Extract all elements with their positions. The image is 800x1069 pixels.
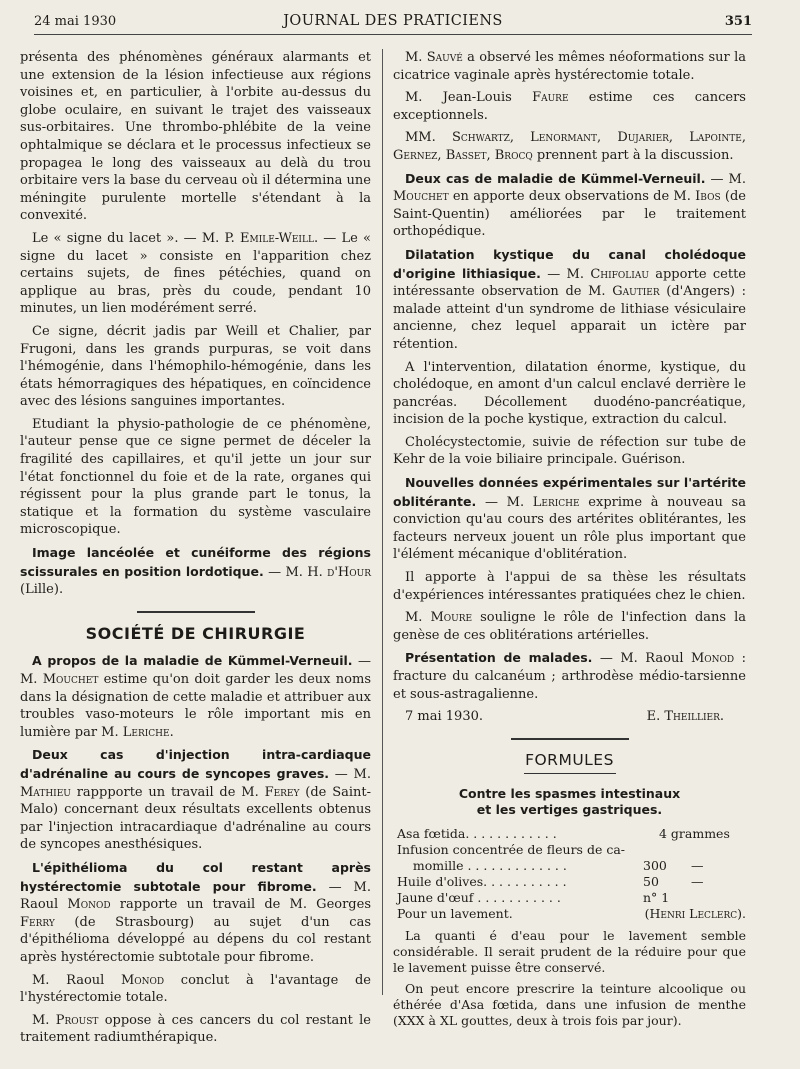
article-title: Deux cas d'injection intra-cardiaque d'adrénaline au cours de syncopes graves. [20,747,371,781]
prescription-row: momille . . . . . . . . . . . . . 300 — [397,857,704,873]
paragraph: L'épithélioma du col restant après hystérectomie subtotale pour fibrome. — M. Raoul Monod rapporte un travail de M. Georges Ferry (de Strasbourg) au sujet d'un cas d'épithélioma développé au dépens du col restant après hystérectomie subtotale pour fibrome. [20,859,371,965]
journal-title: JOURNAL DES PRATICIENS [283,13,503,29]
left-column [20,49,371,1052]
prescription-row: Pour un lavement. (Henri Leclerc). [397,905,746,921]
article-title: Dilatation kystique du canal cholédoque d'origine lithiasique. [393,246,746,281]
page-number: 351 [724,14,752,29]
paragraph: Image lancéolée et cunéiforme des régions scissurales en position lordotique. — M. H. d'Hour (Lille). [20,545,372,598]
formula-note: La quanti é d'eau pour le lavement semble considérable. Il serait prudent de la réduire pour que le lavement puisse être conservé. [393,927,746,975]
paragraph: Deux cas d'injection intra-cardiaque d'adrénaline au cours de syncopes graves. — M. Mathieu rappporte un travail de M. Ferey (de Saint-Malo) concernant deux résultats excellents obtenus par l'injection intracardiaque d'adrénaline au cours de syncopes anesthésiques. [20,747,372,853]
formula-title: Contre les spasmes intestinaux et les vertiges gastriques. [458,785,681,817]
prescription [393,826,746,922]
paragraph: MM. Schwartz, Lenormant, Dujarier, Lapointe, Gernez, Basset, Brocq prennent part à la discussion. [393,130,746,163]
section-title: SOCIÉTÉ DE CHIRURGIE [85,623,306,643]
paragraph: A l'intervention, dilatation énorme, kystique, du cholédoque, en amont d'un calcul enclavé derrière le pancréas. Décollement duodéno-pancréatique, incision de la poche kystique, extraction du calcul. [393,359,746,428]
section-rule [511,738,629,740]
title-underline [524,773,616,774]
paragraph: M. Jean-Louis Faure estime ces cancers exceptionnels. [393,90,746,123]
paragraph: Présentation de malades. — M. Raoul Monod : fracture du calcanéum ; arthrodèse médio-tarsienne et sous-astragalienne. [393,650,746,702]
prescription-row: Huile d'olives. . . . . . . . . . . 50 — [397,873,704,889]
column-divider [382,49,383,995]
paragraph: Etudiant la physio-pathologie de ce phénomène, l'auteur pense que ce signe permet de déceler la fragilité des capillaires, et qu'il jette un jour sur l'état fonctionnel du foie et de la rate, organes qui régissent pour la plus grande part le tonus, la statique et la formation du système vasculaire microscopique. [20,416,371,538]
paragraph: Il apporte à l'appui de sa thèse les résultats d'expériences intéressantes pratiquées chez le chien. [393,570,746,603]
paragraph: Le « signe du lacet ». — M. P. Emile-Weill. — Le « signe du lacet » consiste en l'apparition chez certains sujets, de fines pétéchies, quand on applique au bras, près du coude, pendant 10 minutes, un lien modérément serré. [20,230,371,317]
report-author: E. Theillier. [646,709,724,725]
paragraph: Nouvelles données expérimentales sur l'artérite oblitérante. — M. Leriche exprime à nouveau sa conviction qu'au cours des artérites oblitérantes, les facteurs nerveux jouent un rôle plus important que l'élément mécanique d'oblitération. [393,475,746,563]
paragraph: Deux cas de maladie de Kümmel-Verneuil. — M. Mouchet en apporte deux observations de M. Ibos (de Saint-Quentin) améliorées par le traitement orthopédique. [393,170,746,240]
paragraph: M. Raoul Monod conclut à l'avantage de l'hystérectomie totale. [20,972,371,1006]
article-title: Nouvelles données expérimentales sur l'artérite oblitérante. [393,475,746,509]
article-title: Présentation de malades. [405,650,593,666]
paragraph: M. Sauvé a observé les mêmes néoformations sur la cicatrice vaginale après hystérectomie totale. [393,50,746,83]
paragraph: M. Moure souligne le rôle de l'infection dans la genèse de ces oblitérations artérielles. [393,610,746,643]
report-date: 7 mai 1930. [405,709,483,725]
prescription-row: Asa fœtida. . . . . . . . . . . . 4 grammes [397,825,730,841]
formula-note: On peut encore prescrire la teinture alcoolique ou éthérée d'Asa fœtida, dans une infusion de menthe (XXX à XL gouttes, deux à trois fois par jour). [393,980,746,1028]
paragraph: présenta des phénomènes généraux alarmants et une extension de la lésion infectieuse aux régions voisines et, en particulier, à l'orbite au-dessus du globe oculaire, en suivant le trajet des vaisseaux sus-orbitaires. Une thrombo-phlébite de la veine ophtalmique se déclara et le processus infectieux se propagea le long des vaisseaux au delà du trou orbitaire vers la base du cerveau où il détermina une méningite purulente mortelle s'étendant à la convexité. [20,50,371,224]
prescription-row: Infusion concentrée de fleurs de ca- [397,841,625,857]
paragraph: A propos de la maladie de Kümmel-Verneuil. — M. Mouchet estime qu'on doit garder les deux noms dans la désignation de cette maladie et attribuer aux troubles vaso-moteurs le rôle important mis en lumière par M. Leriche. [20,653,372,740]
signature-line [393,708,746,726]
section-rule [137,611,255,613]
article-title: L'épithélioma du col restant après hystérectomie subtotale pour fibrome. [20,859,371,894]
article-title: Deux cas de maladie de Kümmel-Verneuil. [405,170,706,186]
prescription-row: Jaune d'œuf . . . . . . . . . . . n° 1 [397,889,670,905]
paragraph: Cholécystectomie, suivie de réfection sur tube de Kehr de la voie biliaire principale. Guérison. [393,434,746,468]
article-title: Image lancéolée et cunéiforme des régions scissurales en position lordotique. [20,545,371,579]
article-title: A propos de la maladie de Kümmel-Verneuil. [32,653,353,669]
paragraph: Ce signe, décrit jadis par Weill et Chalier, par Frugoni, dans les grands purpuras, se voit dans l'hémogénie, dans l'hémophilo-hémogénie, dans les états hémorragiques des hépatiques, en coïncidence avec des lésions sanguines importantes. [20,323,371,410]
header-date: 24 mai 1930 [34,14,117,29]
paragraph: Dilatation kystique du canal cholédoque d'origine lithiasique. — M. Chifoliau apporte cette intéressante observation de M. Gautier (d'Angers) : malade atteint d'un syndrome de lithiase vésiculaire ancienne, chez lequel apparait un ictère par rétention. [393,246,746,352]
running-header [34,12,752,35]
right-column [393,49,746,1034]
formules-title: FORMULES [525,751,614,770]
paragraph: M. Proust oppose à ces cancers du col restant le traitement radiumthérapique. [20,1012,371,1046]
